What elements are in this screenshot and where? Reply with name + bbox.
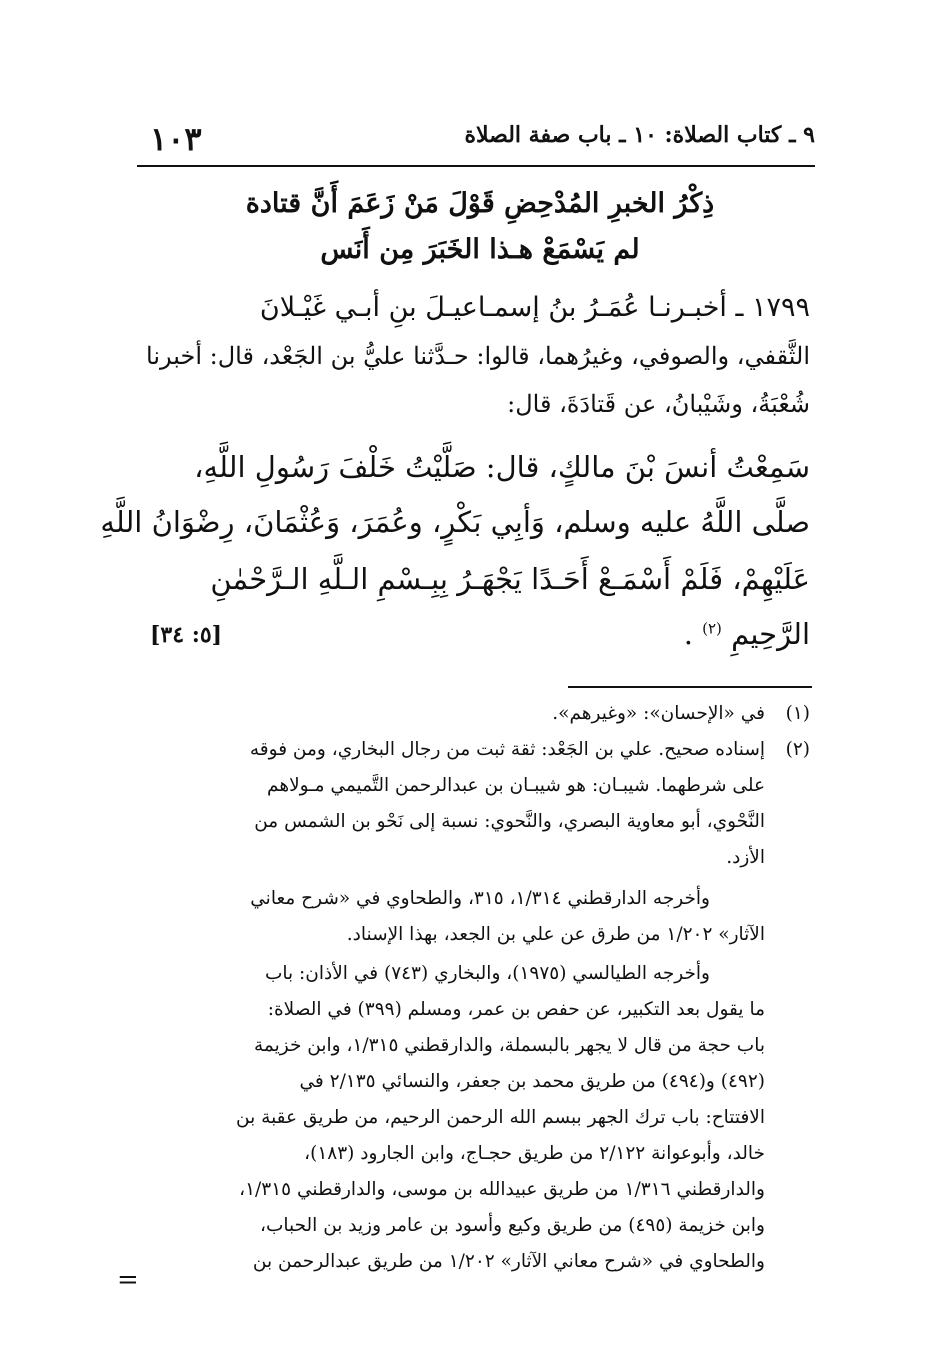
footnote-para3-line-8: وابن خزيمة (٤٩٥) من طريق وكيع وأسود بن عامر وزيد بن الحباب، xyxy=(259,1215,765,1236)
footnote-2-line-3: النَّحْوي، أبو معاوية البصري، والنَّحوي: نسبة إلى نَحْو بن الشمس من xyxy=(254,811,765,832)
footnote-para3-line-6: خالد، وأبوعوانة ٢/١٢٢ من طريق حجـاج، وابن الجارود (١٨٣)، xyxy=(304,1143,765,1164)
footnote-1-text: في «الإحسان»: «وغيرهم». xyxy=(552,703,765,724)
matn-line-1: سَمِعْتُ أنسَ بْنَ مالكٍ، قال: صَلَّيْتُ خَلْفَ رَسُولِ اللَّهِ، xyxy=(194,450,810,484)
footnote-rule xyxy=(568,686,812,688)
chapter-title-line-1: ذِكْرُ الخبرِ المُدْحِضِ قَوْلَ مَنْ زَعَمَ أَنَّ قتادة xyxy=(245,188,715,219)
matn-end-dot: . xyxy=(683,617,693,651)
footnote-2-line-2: على شرطهما. شيبـان: هو شيبـان بن عبدالرحمن التَّميمي مـولاهم xyxy=(267,775,765,796)
chapter-title-line-2: لم يَسْمَعْ هـذا الخَبَرَ مِن أَنَس xyxy=(320,234,640,265)
page-number: ١٠٣ xyxy=(150,120,202,158)
footnote-para3-line-5: الافتتاح: باب ترك الجهر ببسم الله الرحمن الرحيم، من طريق عقبة بن xyxy=(236,1107,765,1128)
footnote-2-line-1: إسناده صحيح. علي بن الجَعْد: ثقة ثبت من رجال البخاري، ومن فوقه xyxy=(249,739,765,760)
footnote-para3-line-1: وأخرجه الطيالسي (١٩٧٥)، والبخاري (٧٤٣) في الأذان: باب xyxy=(264,963,710,984)
isnad-line-3: شُعْبَةُ، وشَيْبانُ، عن قَتادَةَ، قال: xyxy=(507,390,810,418)
footnote-2-number: (٢) xyxy=(785,739,810,760)
matn-line-3: عَلَيْهِمْ، فَلَمْ أَسْمَـعْ أَحَـدًا يَجْهَـرُ بِبِـسْمِ الـلَّهِ الـرَّحْمٰنِ xyxy=(210,562,810,596)
matn-line-2: صلَّى اللَّهُ عليه وسلم، وَأبِي بَكْرٍ، وعُمَرَ، وَعُثْمَانَ، رِضْوَانُ اللَّهِ xyxy=(100,505,810,539)
footnote-2-line-4: الأزد. xyxy=(726,847,765,868)
header-rule xyxy=(137,165,815,167)
footnote-marker: (٢) xyxy=(702,619,722,638)
matn-line-4-text: الرَّحِيمِ xyxy=(731,617,810,651)
footnote-para2-line-1: وأخرجه الدارقطني ١/٣١٤، ٣١٥، والطحاوي في «شرح معاني xyxy=(250,888,710,909)
footnote-para3-line-7: والدارقطني ١/٣١٦ من طريق عبيدالله بن موسى، والدارقطني ١/٣١٥، xyxy=(239,1179,765,1200)
isnad-line-2: الثَّقفي، والصوفي، وغيرُهما، قالوا: حـدَّثنا عليُّ بن الجَعْد، قال: أخبرنا xyxy=(146,342,810,370)
footnote-para2-line-2: الآثار» ١/٢٠٢ من طرق عن علي بن الجعد، بهذا الإسناد. xyxy=(346,924,765,945)
matn-line-4 xyxy=(684,617,810,651)
running-header: ٩ ـ كتاب الصلاة: ١٠ ـ باب صفة الصلاة xyxy=(464,122,815,148)
continuation-mark: = xyxy=(117,1265,139,1295)
isnad-line-1: ١٧٩٩ ـ أخبـرنـا عُمَـرُ بنُ إسمـاعيـلَ بنِ أبـي غَيْـلانَ xyxy=(259,292,810,323)
footnote-para3-line-2: ما يقول بعد التكبير، عن حفص بن عمر، ومسلم (٣٩٩) في الصلاة: xyxy=(267,999,765,1020)
footnote-para3-line-3: باب حجة من قال لا يجهر بالبسملة، والدارقطني ١/٣١٥، وابن خزيمة xyxy=(253,1035,765,1056)
footnote-para3-line-4: (٤٩٢) و(٤٩٤) من طريق محمد بن جعفر، والنسائي ٢/١٣٥ في xyxy=(299,1071,765,1092)
footnote-para3-line-9: والطحاوي في «شرح معاني الآثار» ١/٢٠٢ من طريق عبدالرحمن بن xyxy=(252,1251,765,1272)
footnote-1-number: (١) xyxy=(785,703,810,724)
hadith-reference: [٥: ٣٤] xyxy=(150,622,223,648)
